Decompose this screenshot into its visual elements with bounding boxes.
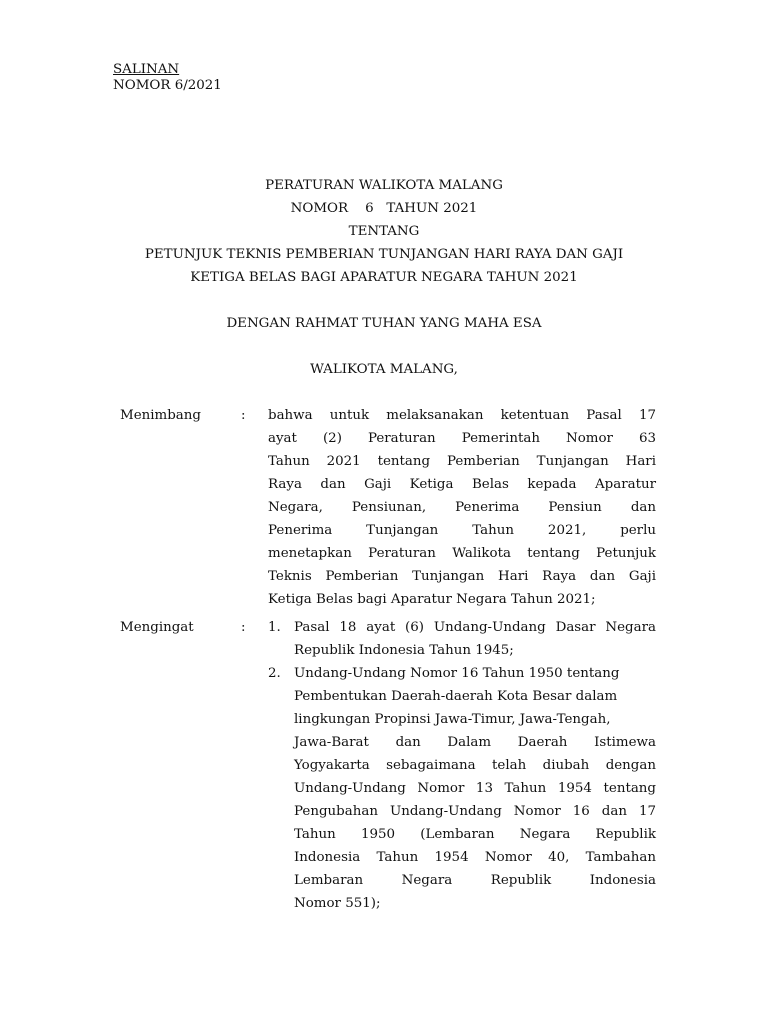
title-line-4: PETUNJUK TEKNIS PEMBERIAN TUNJANGAN HARI RAYA DAN GAJI	[144, 247, 624, 262]
mengingat-label: Mengingat	[120, 620, 194, 635]
menimbang-line: Penerima Tunjangan Tahun 2021, perlu	[268, 523, 656, 538]
list-item-line: Tahun 1950 (Lembaran Negara Republik	[294, 827, 656, 842]
list-item-line: lingkungan Propinsi Jawa-Timur, Jawa-Tengah,	[294, 712, 611, 727]
menimbang-line: Negara, Pensiunan, Penerima Pensiun dan	[268, 500, 656, 515]
copy-label: SALINAN	[113, 62, 180, 77]
menimbang-line: ayat (2) Peraturan Pemerintah Nomor 63	[268, 431, 656, 446]
menimbang-line: Tahun 2021 tentang Pemberian Tunjangan Hari	[268, 454, 656, 469]
list-item-line: Yogyakarta sebagaimana telah diubah dengan	[294, 758, 656, 773]
list-item-line: Lembaran Negara Republik Indonesia	[294, 873, 656, 888]
list-item-line: Nomor 551);	[294, 896, 381, 911]
title-line-5: KETIGA BELAS BAGI APARATUR NEGARA TAHUN 2021	[190, 270, 578, 285]
menimbang-line: Teknis Pemberian Tunjangan Hari Raya dan Gaji	[268, 569, 656, 584]
list-item-line: Pasal 18 ayat (6) Undang-Undang Dasar Negara	[294, 620, 656, 635]
list-item-line: Undang-Undang Nomor 16 Tahun 1950 tentang	[294, 666, 620, 681]
menimbang-label: Menimbang	[120, 408, 201, 423]
title-line-2: NOMOR 6 TAHUN 2021	[290, 201, 478, 216]
preamble: DENGAN RAHMAT TUHAN YANG MAHA ESA	[226, 316, 542, 331]
mengingat-colon: :	[241, 620, 246, 635]
list-item-line: Pembentukan Daerah-daerah Kota Besar dalam	[294, 689, 618, 704]
title-line-1: PERATURAN WALIKOTA MALANG	[265, 178, 503, 193]
authority-line: WALIKOTA MALANG,	[310, 362, 458, 377]
list-item-number: 1.	[268, 620, 281, 635]
list-item-line: Pengubahan Undang-Undang Nomor 16 dan 17	[294, 804, 656, 819]
list-item-line: Jawa-Barat dan Dalam Daerah Istimewa	[294, 735, 656, 750]
list-item-line: Undang-Undang Nomor 13 Tahun 1954 tentang	[294, 781, 656, 796]
document-number: NOMOR 6/2021	[113, 78, 222, 93]
list-item-line: Republik Indonesia Tahun 1945;	[294, 643, 514, 658]
title-line-3: TENTANG	[348, 224, 420, 239]
menimbang-line: Raya dan Gaji Ketiga Belas kepada Aparatur	[268, 477, 656, 492]
menimbang-line: menetapkan Peraturan Walikota tentang Petunjuk	[268, 546, 656, 561]
menimbang-line: Ketiga Belas bagi Aparatur Negara Tahun 2021;	[268, 592, 596, 607]
list-item-number: 2.	[268, 666, 281, 681]
menimbang-line: bahwa untuk melaksanakan ketentuan Pasal 17	[268, 408, 656, 423]
menimbang-colon: :	[241, 408, 246, 423]
list-item-line: Indonesia Tahun 1954 Nomor 40, Tambahan	[294, 850, 656, 865]
